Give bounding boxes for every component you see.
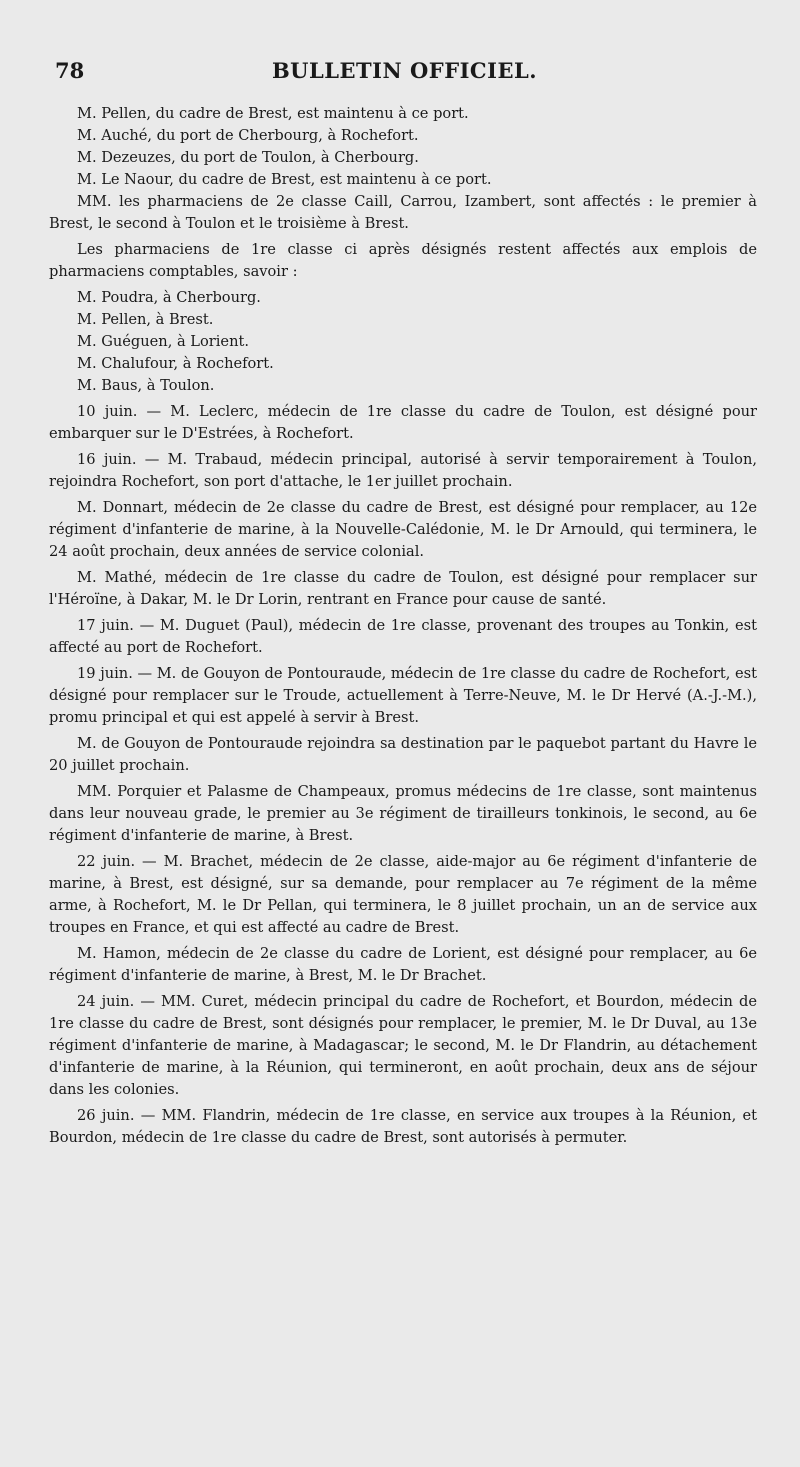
text-line: M. Baus, à Toulon.: [77, 377, 215, 394]
document-body: [49, 103, 757, 1153]
text-line: M. Poudra, à Cherbourg.: [77, 289, 261, 306]
text-line: M. Guéguen, à Lorient.: [77, 333, 249, 350]
paragraph: 24 juin. — MM. Curet, médecin principal du cadre de Rochefort, et Bourdon, médecin de 1re classe du cadre de Brest, sont désignés pour remplacer, le premier, M. le Dr Duval, au 13e régiment d'infanterie de marine, à Madagascar; le second, M. le Dr Flandrin, au détachement d'infanterie de marine, à la Réunion, qui termineront, en août prochain, deux ans de séjour dans les colonies.: [49, 993, 757, 1098]
page-header: [55, 58, 754, 92]
text-line: M. Pellen, du cadre de Brest, est maintenu à ce port.: [77, 105, 469, 122]
text-line: M. Auché, du port de Cherbourg, à Rochefort.: [77, 127, 419, 144]
text-line: M. Chalufour, à Rochefort.: [77, 355, 274, 372]
text-line: M. Le Naour, du cadre de Brest, est maintenu à ce port.: [77, 171, 492, 188]
paragraph: M. Mathé, médecin de 1re classe du cadre de Toulon, est désigné pour remplacer sur l'Héroïne, à Dakar, M. le Dr Lorin, rentrant en France pour cause de santé.: [49, 569, 757, 608]
paragraph: M. Donnart, médecin de 2e classe du cadre de Brest, est désigné pour remplacer, au 12e régiment d'infanterie de marine, à la Nouvelle-Calédonie, M. le Dr Arnould, qui terminera, le 24 août prochain, deux années de service colonial.: [49, 499, 757, 560]
paragraph: M. de Gouyon de Pontouraude rejoindra sa destination par le paquebot partant du Havre le 20 juillet prochain.: [49, 735, 757, 774]
paragraph: 17 juin. — M. Duguet (Paul), médecin de 1re classe, provenant des troupes au Tonkin, est affecté au port de Rochefort.: [49, 617, 757, 656]
paragraph: 26 juin. — MM. Flandrin, médecin de 1re classe, en service aux troupes à la Réunion, et Bourdon, médecin de 1re classe du cadre de Brest, sont autorisés à permuter.: [49, 1107, 757, 1146]
running-title: BULLETIN OFFICIEL.: [271, 58, 538, 83]
page-number: 78: [55, 58, 85, 83]
paragraph: M. Hamon, médecin de 2e classe du cadre de Lorient, est désigné pour remplacer, au 6e régiment d'infanterie de marine, à Brest, M. le Dr Brachet.: [49, 945, 757, 984]
paragraph: MM. Porquier et Palasme de Champeaux, promus médecins de 1re classe, sont maintenus dans leur nouveau grade, le premier au 3e régiment de tirailleurs tonkinois, le second, au 6e régiment d'infanterie de marine, à Brest.: [49, 783, 757, 844]
paragraph: MM. les pharmaciens de 2e classe Caill, Carrou, Izambert, sont affectés : le premier à Brest, le second à Toulon et le troisième à Brest.: [49, 193, 757, 232]
paragraph: 10 juin. — M. Leclerc, médecin de 1re classe du cadre de Toulon, est désigné pour embarquer sur le D'Estrées, à Rochefort.: [49, 403, 757, 442]
paragraph: 16 juin. — M. Trabaud, médecin principal, autorisé à servir temporairement à Toulon, rejoindra Rochefort, son port d'attache, le 1er juillet prochain.: [49, 451, 757, 490]
paragraph: Les pharmaciens de 1re classe ci après désignés restent affectés aux emplois de pharmaciens comptables, savoir :: [49, 241, 757, 280]
paragraph: 19 juin. — M. de Gouyon de Pontouraude, médecin de 1re classe du cadre de Rochefort, est désigné pour remplacer sur le Troude, actuellement à Terre-Neuve, M. le Dr Hervé (A.-J.-M.), promu principal et qui est appelé à servir à Brest.: [49, 665, 757, 726]
paragraph: 22 juin. — M. Brachet, médecin de 2e classe, aide-major au 6e régiment d'infanterie de marine, à Brest, est désigné, sur sa demande, pour remplacer au 7e régiment de la même arme, à Rochefort, M. le Dr Pellan, qui terminera, le 8 juillet prochain, un an de service aux troupes en France, et qui est affecté au cadre de Brest.: [49, 853, 757, 936]
text-line: M. Dezeuzes, du port de Toulon, à Cherbourg.: [77, 149, 419, 166]
text-line: M. Pellen, à Brest.: [77, 311, 214, 328]
